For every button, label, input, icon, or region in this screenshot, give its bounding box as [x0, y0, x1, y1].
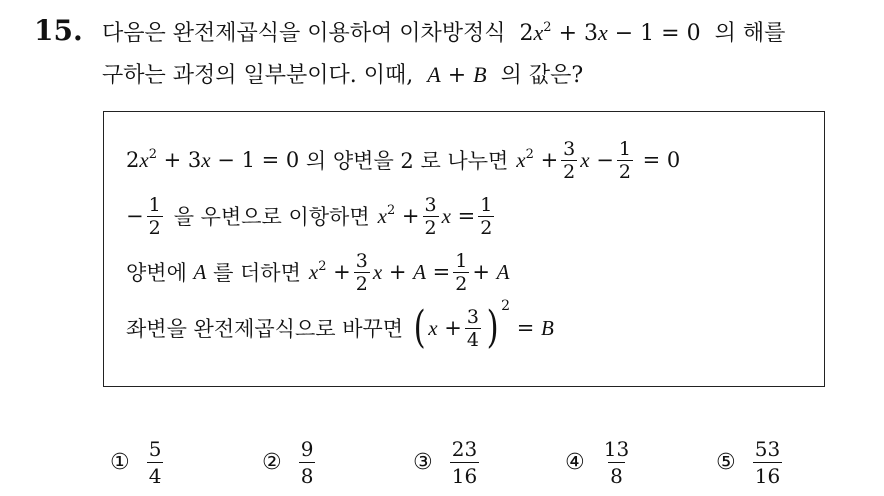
equation: $2x^2 + 3x - 1 = 0$ [126, 146, 306, 172]
solution-step-3 [126, 244, 509, 300]
answer-choices [0, 436, 884, 496]
step-text: 좌변을 완전제곱식으로 바꾸면 [126, 317, 404, 341]
choice-fraction: $\frac{53}{16}$ [754, 437, 781, 488]
question-number: 15. [34, 14, 83, 47]
solution-step-2 [126, 188, 497, 244]
choice-marker: ③ [413, 450, 433, 475]
question-text-2b: 의 값은? [500, 63, 584, 88]
choice-fraction: $\frac{13}{8}$ [603, 437, 630, 488]
equation: = B [510, 315, 554, 340]
choice-marker: ④ [565, 450, 585, 475]
choice-marker: ⑤ [716, 450, 736, 475]
minus-sign: − [126, 204, 144, 228]
choice-2[interactable] [262, 436, 318, 489]
exponent: 2 [501, 298, 511, 314]
choice-fraction: $\frac{9}{8}$ [300, 437, 314, 488]
expression-a-plus-b: A + B [427, 62, 487, 88]
variable-a: A [193, 259, 207, 284]
left-paren: ( [413, 302, 426, 353]
question-text-2a: 구하는 과정의 일부분이다. 이때, [102, 63, 414, 88]
fraction: $\frac{1}{2}$ [618, 137, 631, 183]
equation-main: $2x^2 + 3x - 1 = 0$ [512, 20, 708, 46]
step-text: 를 더하면 [213, 261, 301, 285]
equation: $x^2$ + [516, 146, 559, 172]
question-text-1a: 다음은 완전제곱식을 이용하여 이차방정식 [102, 21, 506, 46]
equation: $x^2$ + [308, 258, 351, 284]
fraction: $\frac{3}{2}$ [424, 193, 437, 239]
fraction: $\frac{1}{2}$ [148, 193, 161, 239]
choice-1[interactable] [110, 436, 166, 489]
step-text: 의 양변을 2 로 나누면 [305, 149, 509, 173]
step-text: 을 우변으로 이항하면 [173, 205, 370, 229]
fraction: $\frac{3}{2}$ [563, 137, 576, 183]
equation: x − [580, 147, 614, 172]
fraction: $\frac{1}{2}$ [455, 249, 468, 295]
equation: $x^2$ + [377, 202, 420, 228]
equation: x + [428, 315, 462, 340]
choice-fraction: $\frac{23}{16}$ [451, 437, 478, 488]
solution-step-1 [126, 132, 680, 188]
equation: x = [441, 203, 476, 228]
choice-fraction: $\frac{5}{4}$ [148, 437, 162, 488]
choice-4[interactable] [565, 436, 634, 489]
question-text-1b: 의 해를 [714, 21, 786, 46]
choice-marker: ② [262, 450, 282, 475]
choice-3[interactable] [413, 436, 482, 489]
fraction: $\frac{3}{2}$ [355, 249, 368, 295]
solution-box [103, 111, 825, 387]
question-line-2 [102, 58, 583, 89]
equation: x + A = [372, 259, 451, 284]
choice-marker: ① [110, 450, 130, 475]
question-line-1 [102, 16, 785, 47]
equation: + A [472, 259, 510, 284]
fraction: $\frac{1}{2}$ [480, 193, 493, 239]
step-text: 양변에 [126, 261, 187, 285]
equation: = 0 [635, 148, 681, 172]
right-paren: ) [486, 302, 499, 353]
choice-5[interactable] [716, 436, 785, 489]
fraction: $\frac{3}{4}$ [466, 305, 479, 351]
solution-step-4 [126, 300, 554, 356]
